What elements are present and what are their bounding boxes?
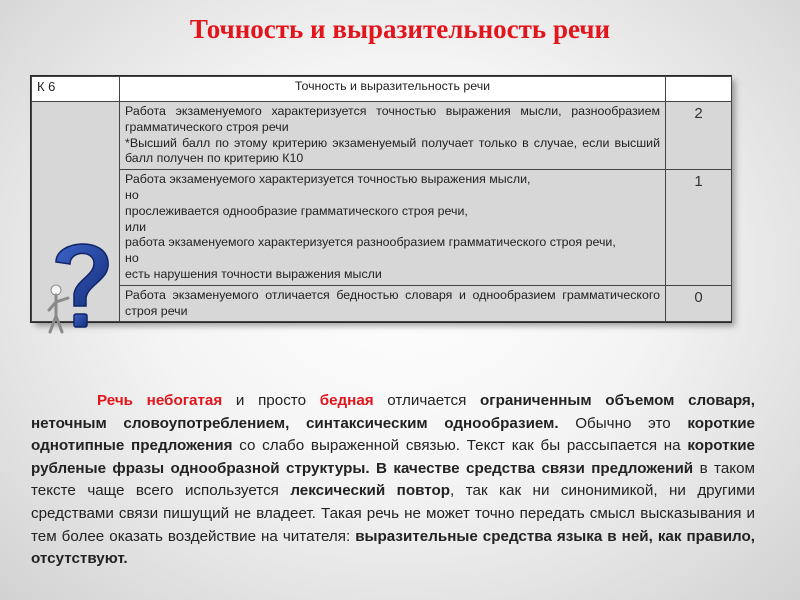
emphasis-vocabulary: ограниченным объемом словаря, неточным словоупотреблением, синтаксическим однообразием.	[31, 392, 755, 432]
rubric-row-2-text	[120, 102, 666, 170]
rubric-line: Работа экзаменуемого характеризуется точностью выражения мысли, разнообразием грамматического строя речи	[125, 104, 660, 134]
text-run: Обычно это	[558, 414, 688, 432]
text-run: и просто	[222, 392, 320, 409]
rubric-line: Работа экзаменуемого характеризуется точностью выражения мысли,	[125, 172, 531, 187]
criterion-code: К 6	[32, 77, 120, 102]
score-0: 0	[666, 285, 732, 322]
text-run: в таком тексте чаще всего используется	[31, 459, 755, 500]
table-row	[32, 102, 732, 170]
rubric-line: но	[125, 187, 139, 202]
question-cell	[32, 102, 120, 322]
rubric-line: Работа экзаменуемого отличается бедностью словаря и однообразием грамматического строя речи	[125, 287, 660, 318]
rubric-row-1-text	[120, 170, 666, 286]
emphasis-expressive-means: выразительные средства языка в ней, как правило, отсутствуют.	[31, 527, 755, 568]
rubric-row-0-text	[120, 285, 666, 322]
rubric-header-row	[32, 77, 732, 102]
rubric-line: или	[125, 219, 147, 234]
score-1: 1	[666, 170, 732, 286]
rubric-line: *Высший балл по этому критерию экзаменуемый получает только в случае, если высший балл получен по критерию К10	[125, 135, 660, 166]
rubric-line: прослеживается однообразие грамматического строя речи,	[125, 203, 468, 218]
rubric-line: есть нарушения точности выражения мысли	[125, 266, 382, 281]
emphasis-lexical-repeat: лексический повтор	[290, 482, 451, 500]
rubric-line: работа экзаменуемого характеризуется разнообразием грамматического строя речи,	[125, 235, 616, 250]
header-score-cell	[666, 77, 732, 102]
emphasis-short-sentences: короткие однотипные предложения	[31, 414, 755, 455]
rubric-line: но	[125, 251, 139, 266]
text-run: , так как ни синонимикой, ни другими средствами связи пишущий не владеет. Такая речь не может точно передать смысл высказывания и тем более оказать воздействие на читателя:	[31, 482, 756, 545]
emphasis-choppy-phrases: короткие рубленые фразы однообразной структуры.	[31, 437, 755, 477]
table-row	[32, 285, 732, 322]
text-run: со слабо выраженной связью. Текст как бы рассыпается на	[232, 437, 688, 455]
page-title: Точность и выразительность речи	[189, 14, 611, 44]
emphasis-linking: В качестве средства связи предложений	[376, 459, 694, 477]
criterion-title: Точность и выразительность речи	[120, 77, 666, 102]
rubric-table	[31, 76, 732, 322]
rubric-sheet	[31, 76, 731, 322]
explanation-paragraph	[31, 390, 755, 571]
text-run: отличается	[373, 392, 480, 409]
table-row	[32, 170, 732, 286]
term-meager: бедная	[319, 392, 374, 409]
question-mark-figure-icon	[46, 232, 116, 342]
term-poor-speech: Речь небогатая	[97, 392, 223, 409]
score-2: 2	[666, 102, 732, 170]
